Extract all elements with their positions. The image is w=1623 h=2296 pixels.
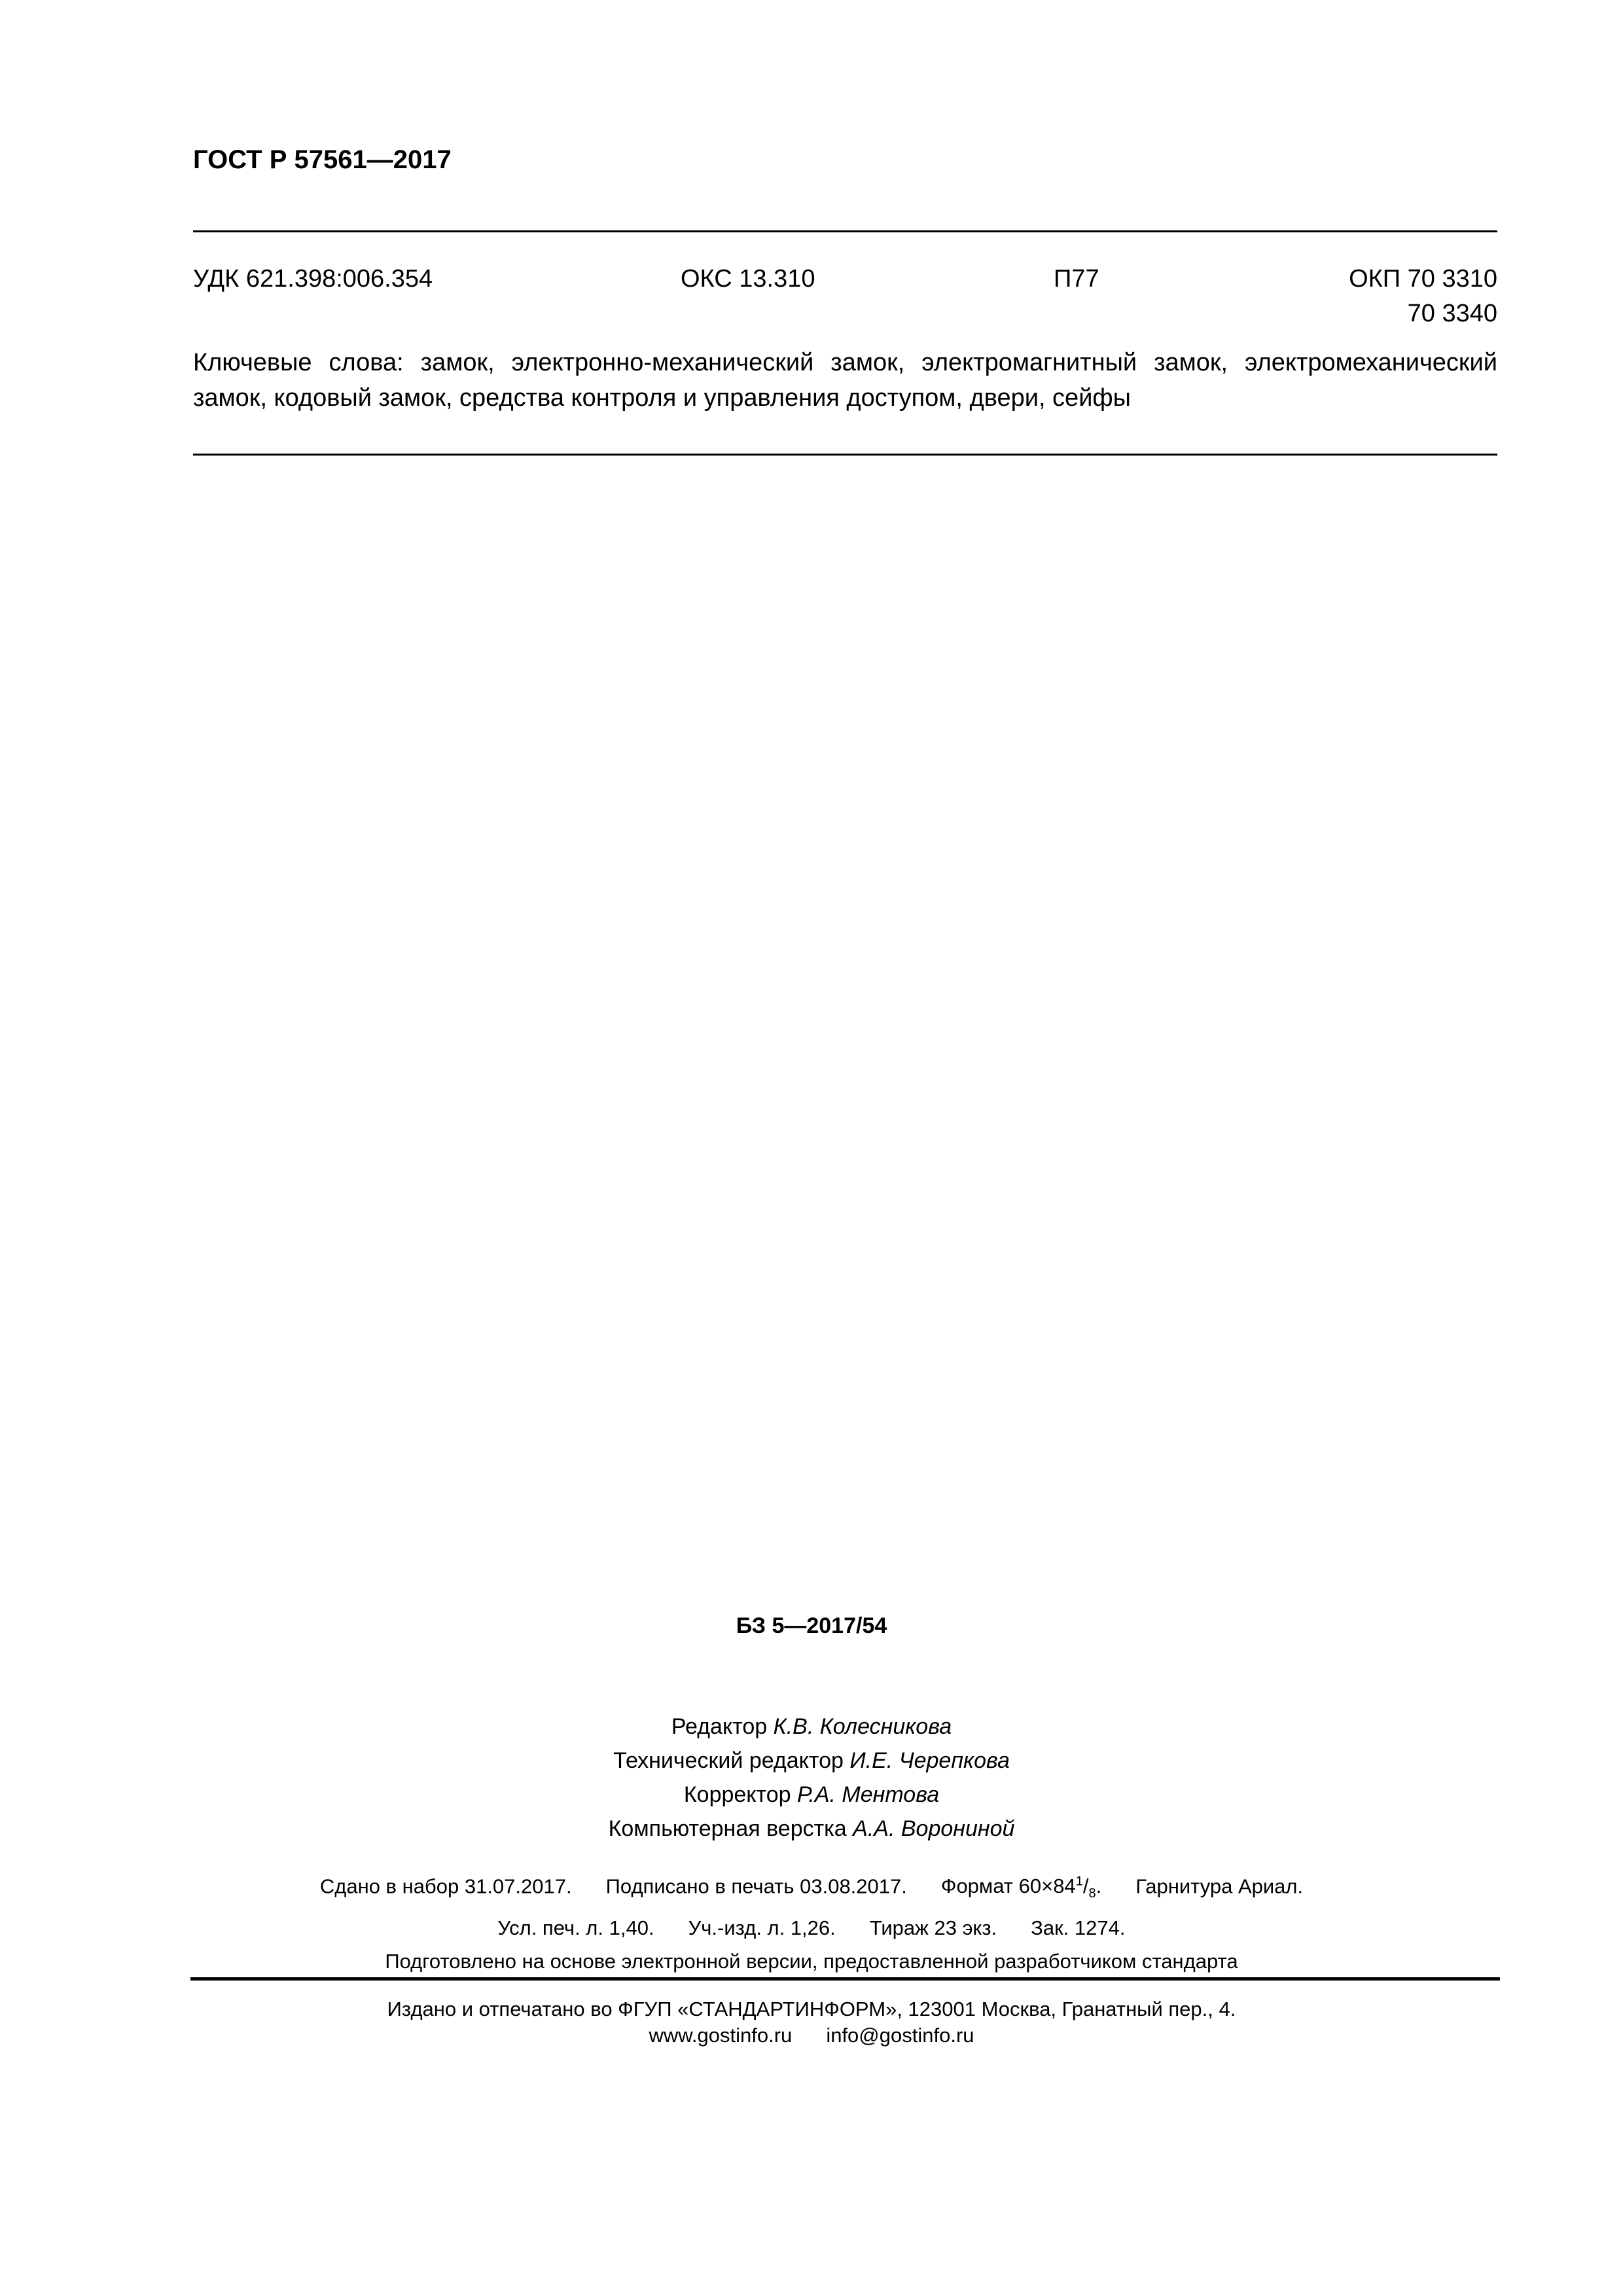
oks-code: ОКС 13.310 bbox=[681, 265, 815, 293]
website-link[interactable]: www.gostinfo.ru bbox=[649, 2024, 793, 2047]
credits bbox=[0, 1710, 1623, 1846]
top-rule bbox=[193, 230, 1497, 232]
imprint bbox=[0, 1865, 1623, 1978]
typeface: Гарнитура Ариал. bbox=[1135, 1874, 1304, 1898]
prepared-note: Подготовлено на основе электронной версии, предоставленной разработчиком стандарта bbox=[385, 1949, 1238, 1973]
order-number: Зак. 1274. bbox=[1031, 1916, 1126, 1939]
bz-number: БЗ 5—2017/54 bbox=[736, 1613, 887, 1638]
credit-proofreader: Корректор Р.А. Ментова bbox=[683, 1782, 940, 1807]
group-code: П77 bbox=[1054, 265, 1099, 293]
okp-line-1: ОКП 70 3310 bbox=[1349, 265, 1497, 293]
keywords-rule bbox=[193, 454, 1497, 456]
submitted-date: Сдано в набор 31.07.2017. bbox=[319, 1874, 572, 1898]
email-link[interactable]: info@gostinfo.ru bbox=[826, 2024, 974, 2047]
pub-sheets: Уч.-изд. л. 1,26. bbox=[688, 1916, 836, 1939]
imprint-line-1 bbox=[0, 1865, 1623, 1911]
credit-layout: Компьютерная верстка А.А. Ворониной bbox=[608, 1816, 1015, 1841]
print-sheets: Усл. печ. л. 1,40. bbox=[497, 1916, 654, 1939]
document-header: ГОСТ Р 57561—2017 bbox=[193, 145, 452, 174]
imprint-rule bbox=[190, 1977, 1500, 1981]
imprint-line-2 bbox=[0, 1911, 1623, 1945]
publisher bbox=[0, 1996, 1623, 2049]
okp-line-2: 70 3340 bbox=[1407, 300, 1497, 327]
credit-editor: Редактор К.В. Колесникова bbox=[671, 1714, 952, 1739]
publisher-contacts bbox=[0, 2022, 1623, 2049]
copies: Тираж 23 экз. bbox=[869, 1916, 997, 1939]
keywords: Ключевые слова: замок, электронно-механический замок, электромагнитный замок, электромеханический замок, кодовый замок, средства контроля и управления доступом, двери, сейфы bbox=[193, 349, 1497, 412]
udk-code: УДК 621.398:006.354 bbox=[193, 265, 433, 293]
paper-format: Формат $60\times 84^1/_8$. bbox=[940, 1874, 1102, 1901]
okp-code bbox=[1276, 262, 1497, 331]
credit-tech-editor: Технический редактор И.Е. Черепкова bbox=[613, 1748, 1010, 1773]
signed-date: Подписано в печать 03.08.2017. bbox=[605, 1874, 907, 1898]
publisher-address: Издано и отпечатано во ФГУП «СТАНДАРТИНФОРМ», 123001 Москва, Гранатный пер., 4. bbox=[387, 1998, 1236, 2020]
